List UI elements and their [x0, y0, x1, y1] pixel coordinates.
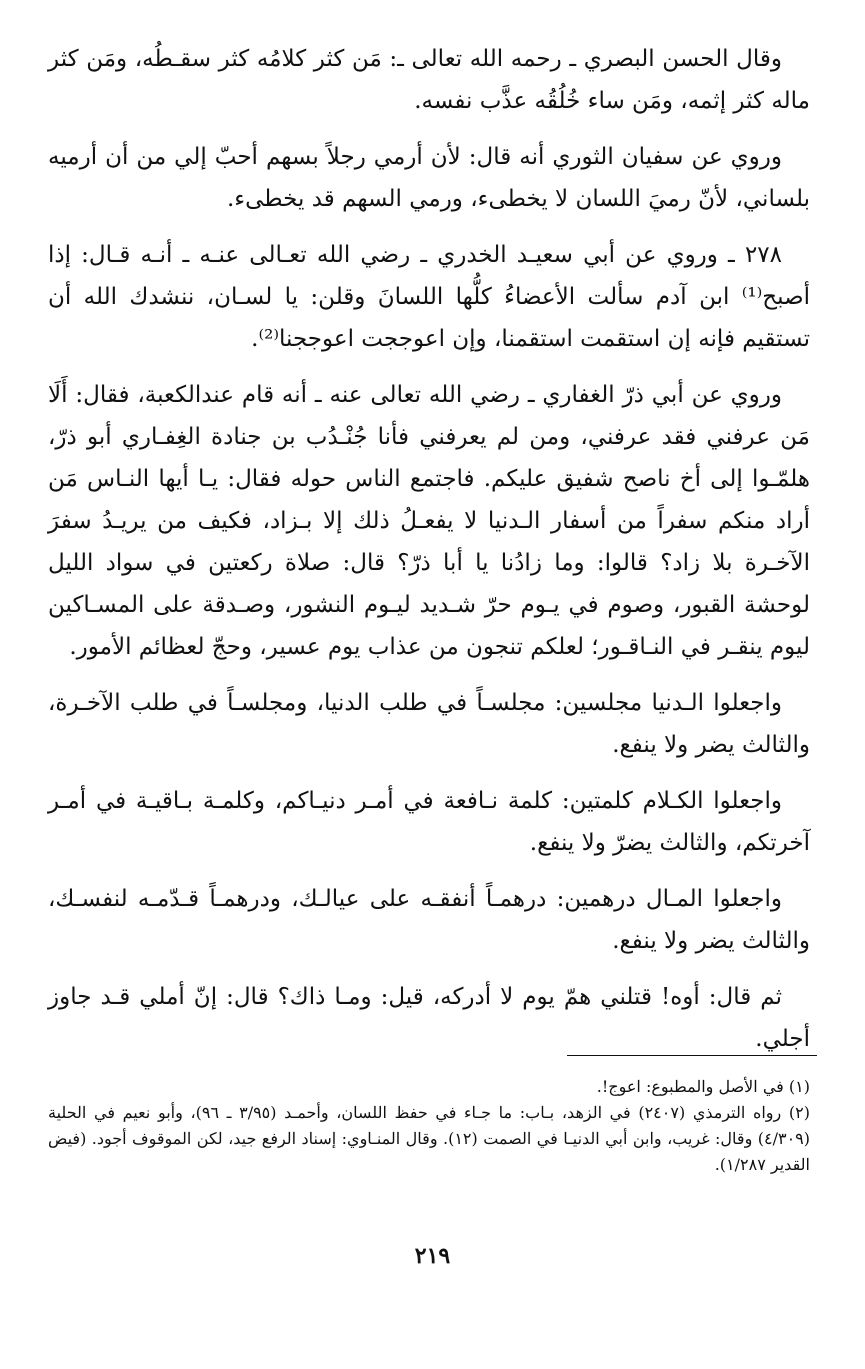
paragraph-hasan-basri: وقال الحسن البصري ـ رحمه الله تعالى ـ: مَن كثر كلامُه كثر سقـطُه، ومَن كثر ماله كثر إثمه، ومَن ساء خُلُقُه عذَّب نفسه.	[48, 46, 810, 114]
page-number: ٢١٩	[414, 1243, 451, 1269]
paragraph-278-abu-saeed: ٢٧٨ ـ وروي عن أبي سعيـد الخدري ـ رضي الله تعـالى عنـه ـ أنـه قـال: إذا أصبح⁽¹⁾ ابن آدم سألت الأعضاءُ كلُّها اللسانَ وقلن: يا لسـان، ننشدك الله أن تستقيم فإنه إن استقمت استقمنا، وإن اعوججت اعوججنا⁽²⁾.	[48, 242, 810, 352]
paragraph-abu-dharr: وروي عن أبي ذرّ الغفاري ـ رضي الله تعالى عنه ـ أنه قام عندالكعبة، فقال: أَلَا مَن عرفني فقد عرفني، ومن لم يعرفني فأنا جُنْـدُب بن جنادة الغِفـاري أبو ذرّ، هلمّـوا إلى أخ ناصح شفيق عليكم. فاجتمع الناس حوله فقال: يـا أيها النـاس مَن أراد منكم سفراً من أسفار الـدنيا لا يفعـلُ ذلك إلا بـزاد، فكيف من يريـدُ سفرَ الآخـرة بلا زاد؟ قالوا: وما زادُنا يا أبا ذرّ؟ قال: صلاة ركعتين في سواد الليل لوحشة القبور، وصوم في يـوم حرّ شـديد ليـوم النشور، وصـدقة على المسـاكين ليوم ينقـر في النـاقـور؛ لعلكم تنجون من عذاب يوم عسير، وحجّ لعظائم الأمور.	[48, 382, 810, 660]
paragraph-two-dirhams: واجعلوا المـال درهمين: درهمـاً أنفقـه على عيالـك، ودرهمـاً قـدّمـه لنفسـك، والثالث يضر ولا ينفع.	[48, 886, 810, 954]
paragraph-final: ثم قال: أوه! قتلني همّ يوم لا أدركه، قيل: ومـا ذاك؟ قال: إنّ أملي قـد جاوز أجلي.	[48, 984, 810, 1052]
footnote-divider	[567, 1055, 817, 1056]
paragraph-sufyan-thawri: وروي عن سفيان الثوري أنه قال: لأن أرمي رجلاً بسهم أحبّ إلي من أن أرميه بلساني، لأنّ رميَ اللسان لا يخطىء، ورمي السهم قد يخطىء.	[48, 144, 810, 212]
paragraph-two-words: واجعلوا الكـلام كلمتين: كلمة نـافعة في أمـر دنيـاكم، وكلمـة بـاقيـة في أمـر آخرتكم، والثالث يضرّ ولا ينفع.	[48, 788, 810, 856]
paragraph-two-gatherings: واجعلوا الـدنيا مجلسين: مجلسـاً في طلب الدنيا، ومجلسـاً في طلب الآخـرة، والثالث يضر ولا ينفع.	[48, 690, 810, 758]
footnotes	[48, 1074, 810, 1178]
footnote-2: (٢) رواه الترمذي (٢٤٠٧) في الزهد، بـاب: ما جـاء في حفظ اللسان، وأحمـد (٣/٩٥ ـ ٩٦)، وأبو نعيم في الحلية (٤/٣٠٩) وقال: غريب، وابن أبي الدنيـا في الصمت (١٢). وقال المنـاوي: إسناد الرفع جيد، لكن الموقوف أجود. (فيض القدير ١/٢٨٧).	[48, 1103, 810, 1174]
footnote-1: (١) في الأصل والمطبوع: اعوج!.	[596, 1077, 810, 1096]
main-text	[48, 38, 810, 1074]
